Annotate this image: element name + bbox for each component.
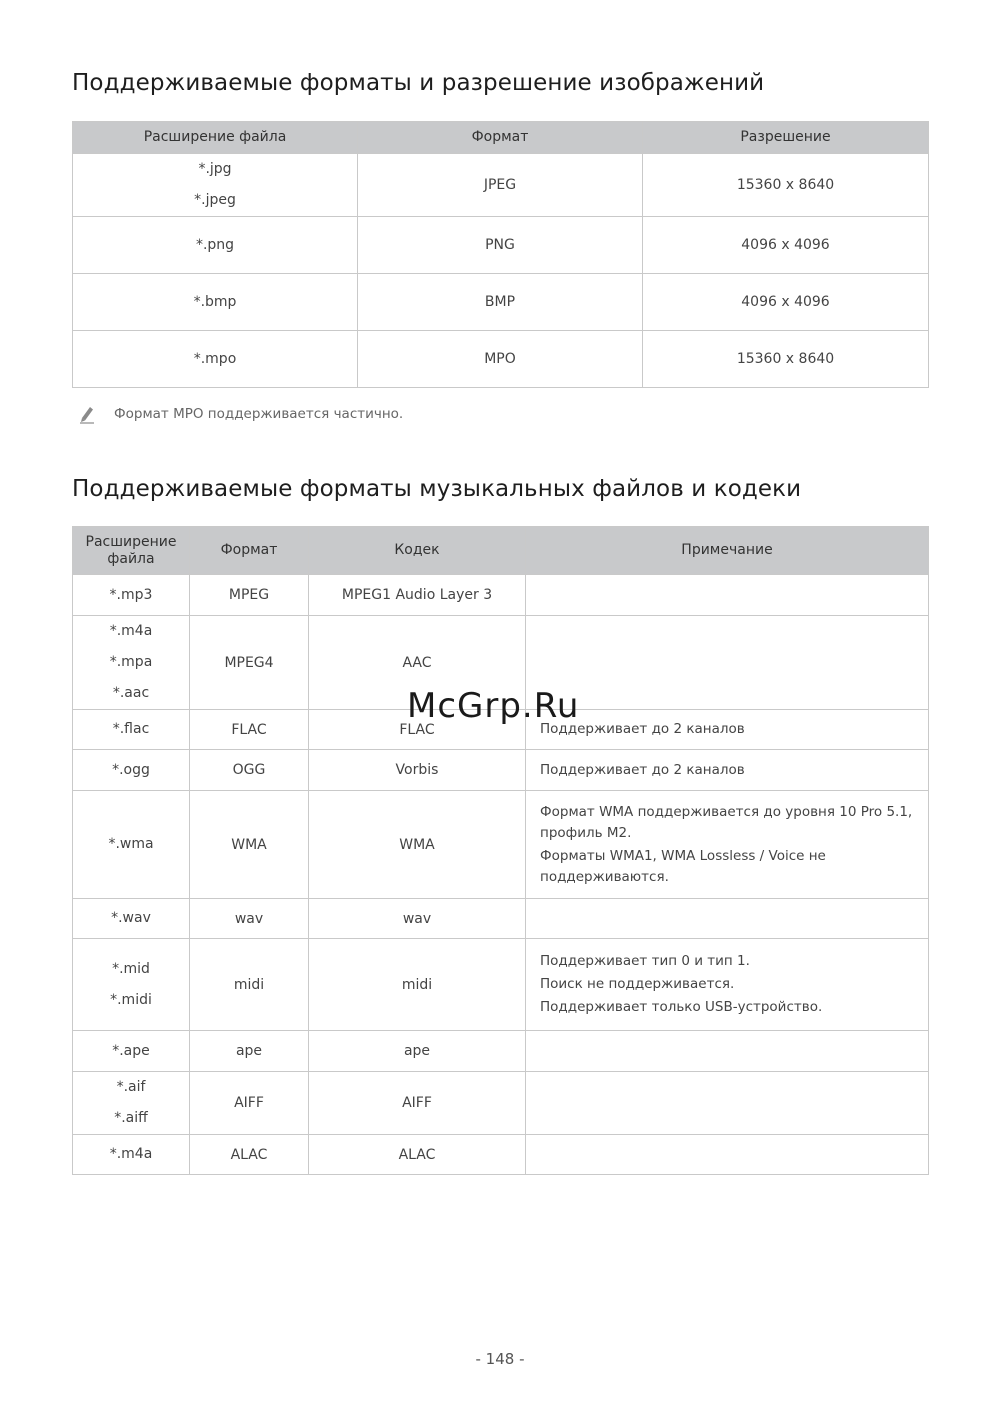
notes-cell [526, 791, 929, 899]
resolution-cell: 15360 x 8640 [643, 154, 929, 217]
table-row [73, 899, 929, 939]
music-section-title: Поддерживаемые форматы музыкальных файлов и кодеки [72, 476, 802, 502]
extension-cell-line: *.aiff [114, 1110, 148, 1126]
codec-cell: AIFF [309, 1072, 526, 1135]
images-table [72, 121, 929, 388]
notes-cell [526, 939, 929, 1031]
extension-cell [73, 1031, 190, 1072]
watermark: McGrp.Ru [407, 686, 580, 726]
extension-cell-line: *.bmp [193, 293, 237, 310]
table-header-row [73, 122, 929, 154]
header-format: Формат [358, 122, 643, 154]
notes-cell [526, 710, 929, 750]
extension-cell-line: *.midi [110, 991, 152, 1008]
extension-cell-line: *.ape [112, 1042, 150, 1059]
extension-cell-line: *.mp3 [109, 586, 153, 603]
extension-cell [73, 939, 190, 1031]
format-cell: MPO [358, 331, 643, 388]
header-format: Формат [190, 527, 309, 575]
codec-cell: FLAC [309, 710, 526, 750]
extension-cell-line: *.jpg [198, 161, 232, 177]
format-cell: JPEG [358, 154, 643, 217]
extension-cell [73, 791, 190, 899]
notes-cell [526, 575, 929, 616]
format-cell: wav [190, 899, 309, 939]
notes-cell-line: Поддерживает до 2 каналов [540, 721, 745, 737]
codec-cell: WMA [309, 791, 526, 899]
images-section-title: Поддерживаемые форматы и разрешение изображений [72, 70, 765, 96]
table-row [73, 217, 929, 274]
extension-cell [73, 1072, 190, 1135]
extension-cell [73, 616, 190, 710]
notes-cell-line: Форматы WMA1, WMA Lossless / Voice не поддерживаются. [540, 847, 826, 885]
format-cell: PNG [358, 217, 643, 274]
header-codec: Кодек [309, 527, 526, 575]
table-row [73, 154, 929, 217]
notes-cell-line: Поиск не поддерживается. [540, 976, 735, 992]
memo-text: Формат MPO поддерживается частично. [114, 406, 404, 422]
resolution-cell: 4096 x 4096 [643, 274, 929, 331]
table-row [73, 575, 929, 616]
extension-cell-line: *.flac [112, 721, 150, 737]
format-cell: midi [190, 939, 309, 1031]
extension-cell [73, 217, 358, 274]
notes-cell [526, 899, 929, 939]
format-cell: ape [190, 1031, 309, 1072]
extension-cell-line: *.mpo [193, 350, 237, 367]
pencil-icon [78, 404, 96, 424]
notes-cell-line: Формат WMA поддерживается до уровня 10 Pro 5.1, профиль M2. [540, 803, 913, 841]
format-cell: AIFF [190, 1072, 309, 1135]
table-row [73, 1031, 929, 1072]
format-cell: FLAC [190, 710, 309, 750]
extension-cell-line: *.jpeg [194, 192, 236, 208]
extension-cell-line: *.wma [108, 836, 154, 852]
extension-cell-line: *.mpa [109, 654, 153, 670]
notes-cell [526, 616, 929, 710]
extension-cell [73, 710, 190, 750]
extension-cell-line: *.png [195, 236, 235, 253]
codec-cell: ape [309, 1031, 526, 1072]
extension-cell-line: *.wav [111, 910, 151, 926]
page-number: - 148 - [475, 1350, 525, 1368]
table-row [73, 750, 929, 791]
notes-cell [526, 1135, 929, 1175]
codec-cell: ALAC [309, 1135, 526, 1175]
table-row [73, 791, 929, 899]
extension-cell-line: *.m4a [109, 623, 153, 639]
resolution-cell: 15360 x 8640 [643, 331, 929, 388]
table-row [73, 1135, 929, 1175]
notes-cell-line: Поддерживает только USB-устройство. [540, 999, 823, 1015]
codec-cell: MPEG1 Audio Layer 3 [309, 575, 526, 616]
extension-cell-line: *.mid [112, 960, 150, 977]
header-resolution: Разрешение [643, 122, 929, 154]
extension-cell [73, 331, 358, 388]
music-table [72, 526, 929, 1175]
table-row [73, 1072, 929, 1135]
format-cell: OGG [190, 750, 309, 791]
notes-cell-line: Поддерживает до 2 каналов [540, 761, 745, 778]
codec-cell: AAC [309, 616, 526, 710]
header-extension: Расширение файла [73, 122, 358, 154]
codec-cell: midi [309, 939, 526, 1031]
extension-cell [73, 1135, 190, 1175]
codec-cell: wav [309, 899, 526, 939]
table-header-row [73, 527, 929, 575]
table-row [73, 939, 929, 1031]
extension-cell [73, 274, 358, 331]
memo-note [78, 404, 403, 424]
extension-cell-line: *.ogg [112, 761, 150, 778]
extension-cell [73, 899, 190, 939]
format-cell: BMP [358, 274, 643, 331]
table-row [73, 274, 929, 331]
resolution-cell: 4096 x 4096 [643, 217, 929, 274]
notes-cell-line: Поддерживает тип 0 и тип 1. [540, 953, 750, 969]
notes-cell [526, 1031, 929, 1072]
extension-cell-line: *.m4a [109, 1146, 153, 1162]
format-cell: ALAC [190, 1135, 309, 1175]
format-cell: MPEG [190, 575, 309, 616]
table-row [73, 331, 929, 388]
header-notes: Примечание [526, 527, 929, 575]
extension-cell-line: *.aif [116, 1079, 146, 1095]
header-extension: Расширение файла [73, 527, 190, 575]
codec-cell: Vorbis [309, 750, 526, 791]
extension-cell [73, 575, 190, 616]
extension-cell-line: *.aac [112, 685, 150, 701]
format-cell: MPEG4 [190, 616, 309, 710]
extension-cell [73, 154, 358, 217]
format-cell: WMA [190, 791, 309, 899]
notes-cell [526, 750, 929, 791]
extension-cell [73, 750, 190, 791]
notes-cell [526, 1072, 929, 1135]
